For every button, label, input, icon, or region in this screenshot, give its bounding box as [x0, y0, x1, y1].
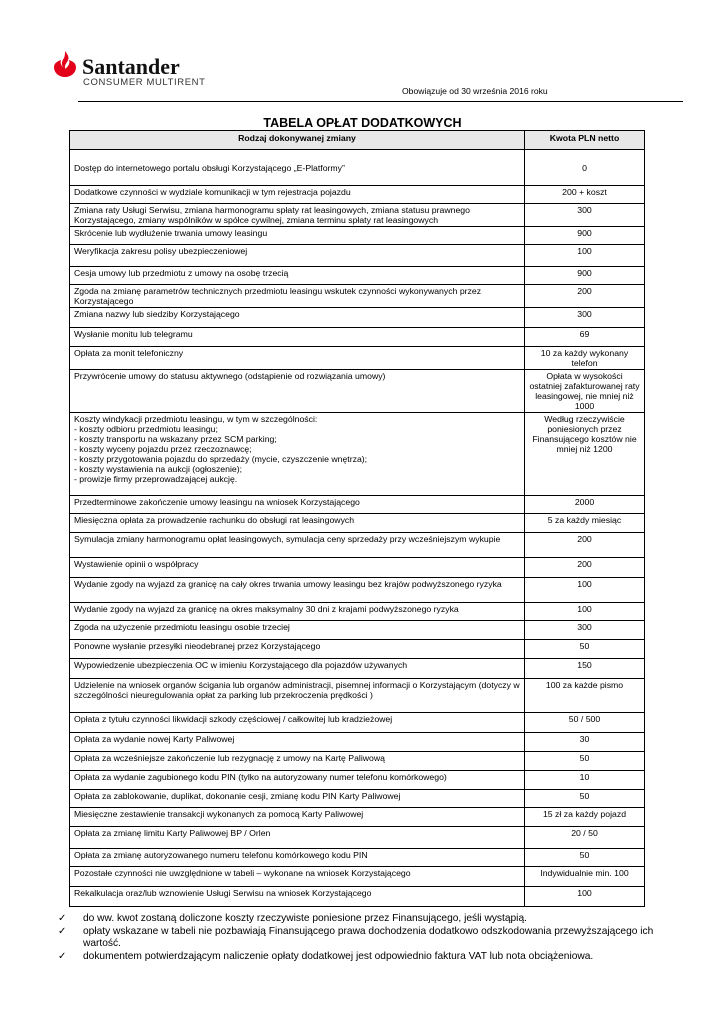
fee-description: Cesja umowy lub przedmiotu z umowy na osobę trzecią: [70, 267, 525, 285]
fee-amount: 200 + koszt: [525, 186, 645, 204]
table-row: [70, 413, 645, 496]
table-header-row: [70, 131, 645, 150]
fee-amount: 10: [525, 771, 645, 790]
fee-description: Ponowne wysłanie przesyłki nieodebranej przez Korzystającego: [70, 640, 525, 659]
fee-description: Wystawienie opinii o współpracy: [70, 558, 525, 578]
note-item: [58, 913, 668, 925]
fee-description: Opłata za wcześniejsze zakończenie lub rezygnację z umowy na Kartę Paliwową: [70, 752, 525, 771]
table-row: [70, 186, 645, 204]
fee-description: Opłata za wydanie zagubionego kodu PIN (tylko na autoryzowany numer telefonu komórkowego): [70, 771, 525, 790]
fee-description: Zgoda na użyczenie przedmiotu leasingu osobie trzeciej: [70, 621, 525, 640]
note-text: do ww. kwot zostaną doliczone koszty rzeczywiste poniesione przez Finansującego, jeśli wystąpią.: [83, 913, 527, 924]
column-header-amount: Kwota PLN netto: [525, 131, 645, 150]
table-row: [70, 227, 645, 245]
fee-amount: 30: [525, 733, 645, 752]
page-title: TABELA OPŁAT DODATKOWYCH: [263, 116, 462, 130]
fee-amount: 50 / 500: [525, 713, 645, 733]
table-row: [70, 679, 645, 713]
fee-description: Miesięczne zestawienie transakcji wykonanych za pomocą Karty Paliwowej: [70, 808, 525, 827]
fee-amount: 50: [525, 752, 645, 771]
fee-description: Rekalkulacja oraz/lub wznowienie Usługi Serwisu na wniosek Korzystającego: [70, 887, 525, 907]
fee-description: Opłata za monit telefoniczny: [70, 347, 525, 370]
table-row: [70, 827, 645, 849]
fee-amount: 50: [525, 790, 645, 808]
fee-amount: 900: [525, 267, 645, 285]
brand-subtitle: CONSUMER MULTIRENT: [83, 77, 206, 88]
fee-description: Przedterminowe zakończenie umowy leasingu na wniosek Korzystającego: [70, 496, 525, 514]
fee-description: Wydanie zgody na wyjazd za granicę na okres maksymalny 30 dni z krajami podwyższonego ryzyka: [70, 603, 525, 621]
fee-description: Opłata za zmianę autoryzowanego numeru telefonu komórkowego kodu PIN: [70, 849, 525, 867]
fee-amount: 100: [525, 245, 645, 267]
checkmark-icon: ✓: [58, 951, 67, 962]
table-row: [70, 790, 645, 808]
table-row: [70, 887, 645, 907]
fee-amount: 300: [525, 308, 645, 328]
note-item: [58, 926, 668, 950]
header-divider: [78, 101, 683, 102]
table-row: [70, 245, 645, 267]
fee-description: Skrócenie lub wydłużenie trwania umowy leasingu: [70, 227, 525, 245]
fee-description: Opłata za zablokowanie, duplikat, dokonanie cesji, zmianę kodu PIN Karty Paliwowej: [70, 790, 525, 808]
note-text: dokumentem potwierdzającym naliczenie opłaty dodatkowej jest odpowiednio faktura VAT lub nota obciążeniowa.: [83, 951, 594, 962]
column-header-description: Rodzaj dokonywanej zmiany: [70, 131, 525, 150]
fee-description: Opłata za wydanie nowej Karty Paliwowej: [70, 733, 525, 752]
fee-description: Wydanie zgody na wyjazd za granicę na cały okres trwania umowy leasingu bez krajów podwyższonego ryzyka: [70, 578, 525, 603]
fee-description: Miesięczna opłata za prowadzenie rachunku do obsługi rat leasingowych: [70, 514, 525, 533]
fee-amount: 69: [525, 328, 645, 347]
table-row: [70, 308, 645, 328]
fee-amount: 100: [525, 603, 645, 621]
table-row: [70, 150, 645, 186]
note-item: [58, 951, 668, 963]
fee-amount: 50: [525, 849, 645, 867]
table-row: [70, 204, 645, 227]
table-row: [70, 347, 645, 370]
santander-logo: [52, 50, 212, 90]
fee-description: Dostęp do internetowego portalu obsługi Korzystającego „E-Platformy”: [70, 150, 525, 186]
fee-amount: 150: [525, 659, 645, 679]
table-row: [70, 514, 645, 533]
fee-amount: 200: [525, 558, 645, 578]
table-row: [70, 640, 645, 659]
table-row: [70, 713, 645, 733]
table-row: [70, 267, 645, 285]
table-row: [70, 558, 645, 578]
fee-description: Pozostałe czynności nie uwzględnione w tabeli – wykonane na wniosek Korzystającego: [70, 867, 525, 887]
effective-date: Obowiązuje od 30 września 2016 roku: [402, 86, 548, 96]
fee-amount: 15 zł za każdy pojazd: [525, 808, 645, 827]
fee-description: Dodatkowe czynności w wydziale komunikacji w tym rejestracja pojazdu: [70, 186, 525, 204]
table-row: [70, 533, 645, 558]
table-row: [70, 752, 645, 771]
note-text: opłaty wskazane w tabeli nie pozbawiają Finansującego prawa dochodzenia dodatkowo odszkodowania przewyższającego ich wartość.: [83, 926, 654, 949]
fee-description: Weryfikacja zakresu polisy ubezpieczeniowej: [70, 245, 525, 267]
table-row: [70, 603, 645, 621]
fee-amount: 5 za każdy miesiąc: [525, 514, 645, 533]
fee-description: Zmiana nazwy lub siedziby Korzystającego: [70, 308, 525, 328]
table-row: [70, 621, 645, 640]
checkmark-icon: ✓: [58, 926, 67, 937]
flame-icon: [52, 50, 78, 78]
fee-amount: 100: [525, 578, 645, 603]
fee-description: Wypowiedzenie ubezpieczenia OC w imieniu Korzystającego dla pojazdów używanych: [70, 659, 525, 679]
table-row: [70, 496, 645, 514]
table-row: [70, 771, 645, 790]
fee-description: Koszty windykacji przedmiotu leasingu, w tym w szczególności: - koszty odbioru przedmiotu leasingu; - koszty transportu na wskazany przez SCM parking; - koszty wyceny pojazdu przez rzeczoznawcę; - koszty przygotowania pojazdu do sprzedaży (mycie, czyszczenie wnętrza); - koszty wystawienia na aukcji (ogłoszenie); - prowizje firmy przeprowadzającej aukcję.: [70, 413, 525, 496]
fee-amount: Opłata w wysokości ostatniej zafakturowanej raty leasingowej, nie mniej niż 1000: [525, 370, 645, 413]
fee-amount: 300: [525, 621, 645, 640]
fee-description: Zgoda na zmianę parametrów technicznych przedmiotu leasingu wskutek czynności wykonywanych przez Korzystającego: [70, 285, 525, 308]
fee-description: Symulacja zmiany harmonogramu opłat leasingowych, symulacja ceny sprzedaży przy wcześniejszym wykupie: [70, 533, 525, 558]
fee-amount: 10 za każdy wykonany telefon: [525, 347, 645, 370]
table-row: [70, 849, 645, 867]
fee-amount: 300: [525, 204, 645, 227]
table-row: [70, 578, 645, 603]
fee-amount: Indywidualnie min. 100: [525, 867, 645, 887]
fee-amount: 100: [525, 887, 645, 907]
fee-amount: 100 za każde pismo: [525, 679, 645, 713]
table-row: [70, 659, 645, 679]
fee-amount: 200: [525, 285, 645, 308]
fee-amount: 900: [525, 227, 645, 245]
table-row: [70, 328, 645, 347]
fee-description: Opłata za zmianę limitu Karty Paliwowej BP / Orlen: [70, 827, 525, 849]
fee-amount: 50: [525, 640, 645, 659]
notes-list: [58, 913, 668, 964]
fee-description: Przywrócenie umowy do statusu aktywnego (odstąpienie od rozwiązania umowy): [70, 370, 525, 413]
table-row: [70, 867, 645, 887]
table-row: [70, 733, 645, 752]
fee-description: Wysłanie monitu lub telegramu: [70, 328, 525, 347]
table-row: [70, 808, 645, 827]
checkmark-icon: ✓: [58, 913, 67, 924]
fee-amount: Według rzeczywiście poniesionych przez Finansującego kosztów nie mniej niż 1200: [525, 413, 645, 496]
fees-table: [69, 130, 645, 907]
fee-description: Zmiana raty Usługi Serwisu, zmiana harmonogramu spłaty rat leasingowych, zmiana statusu prawnego Korzystającego, zmiany wspólników w spółce cywilnej, zmiana terminu spłaty rat leasingowych: [70, 204, 525, 227]
fee-amount: 200: [525, 533, 645, 558]
fee-description: Opłata z tytułu czynności likwidacji szkody częściowej / całkowitej lub kradzieżowej: [70, 713, 525, 733]
fee-description: Udzielenie na wniosek organów ścigania lub organów administracji, pisemnej informacji o Korzystającym (dotyczy w szczególności nieuregulowania opłat za parking lub przekroczenia prędkości ): [70, 679, 525, 713]
fee-amount: 0: [525, 150, 645, 186]
fee-amount: 2000: [525, 496, 645, 514]
table-row: [70, 285, 645, 308]
table-row: [70, 370, 645, 413]
fee-amount: 20 / 50: [525, 827, 645, 849]
brand-name: Santander: [82, 54, 180, 79]
